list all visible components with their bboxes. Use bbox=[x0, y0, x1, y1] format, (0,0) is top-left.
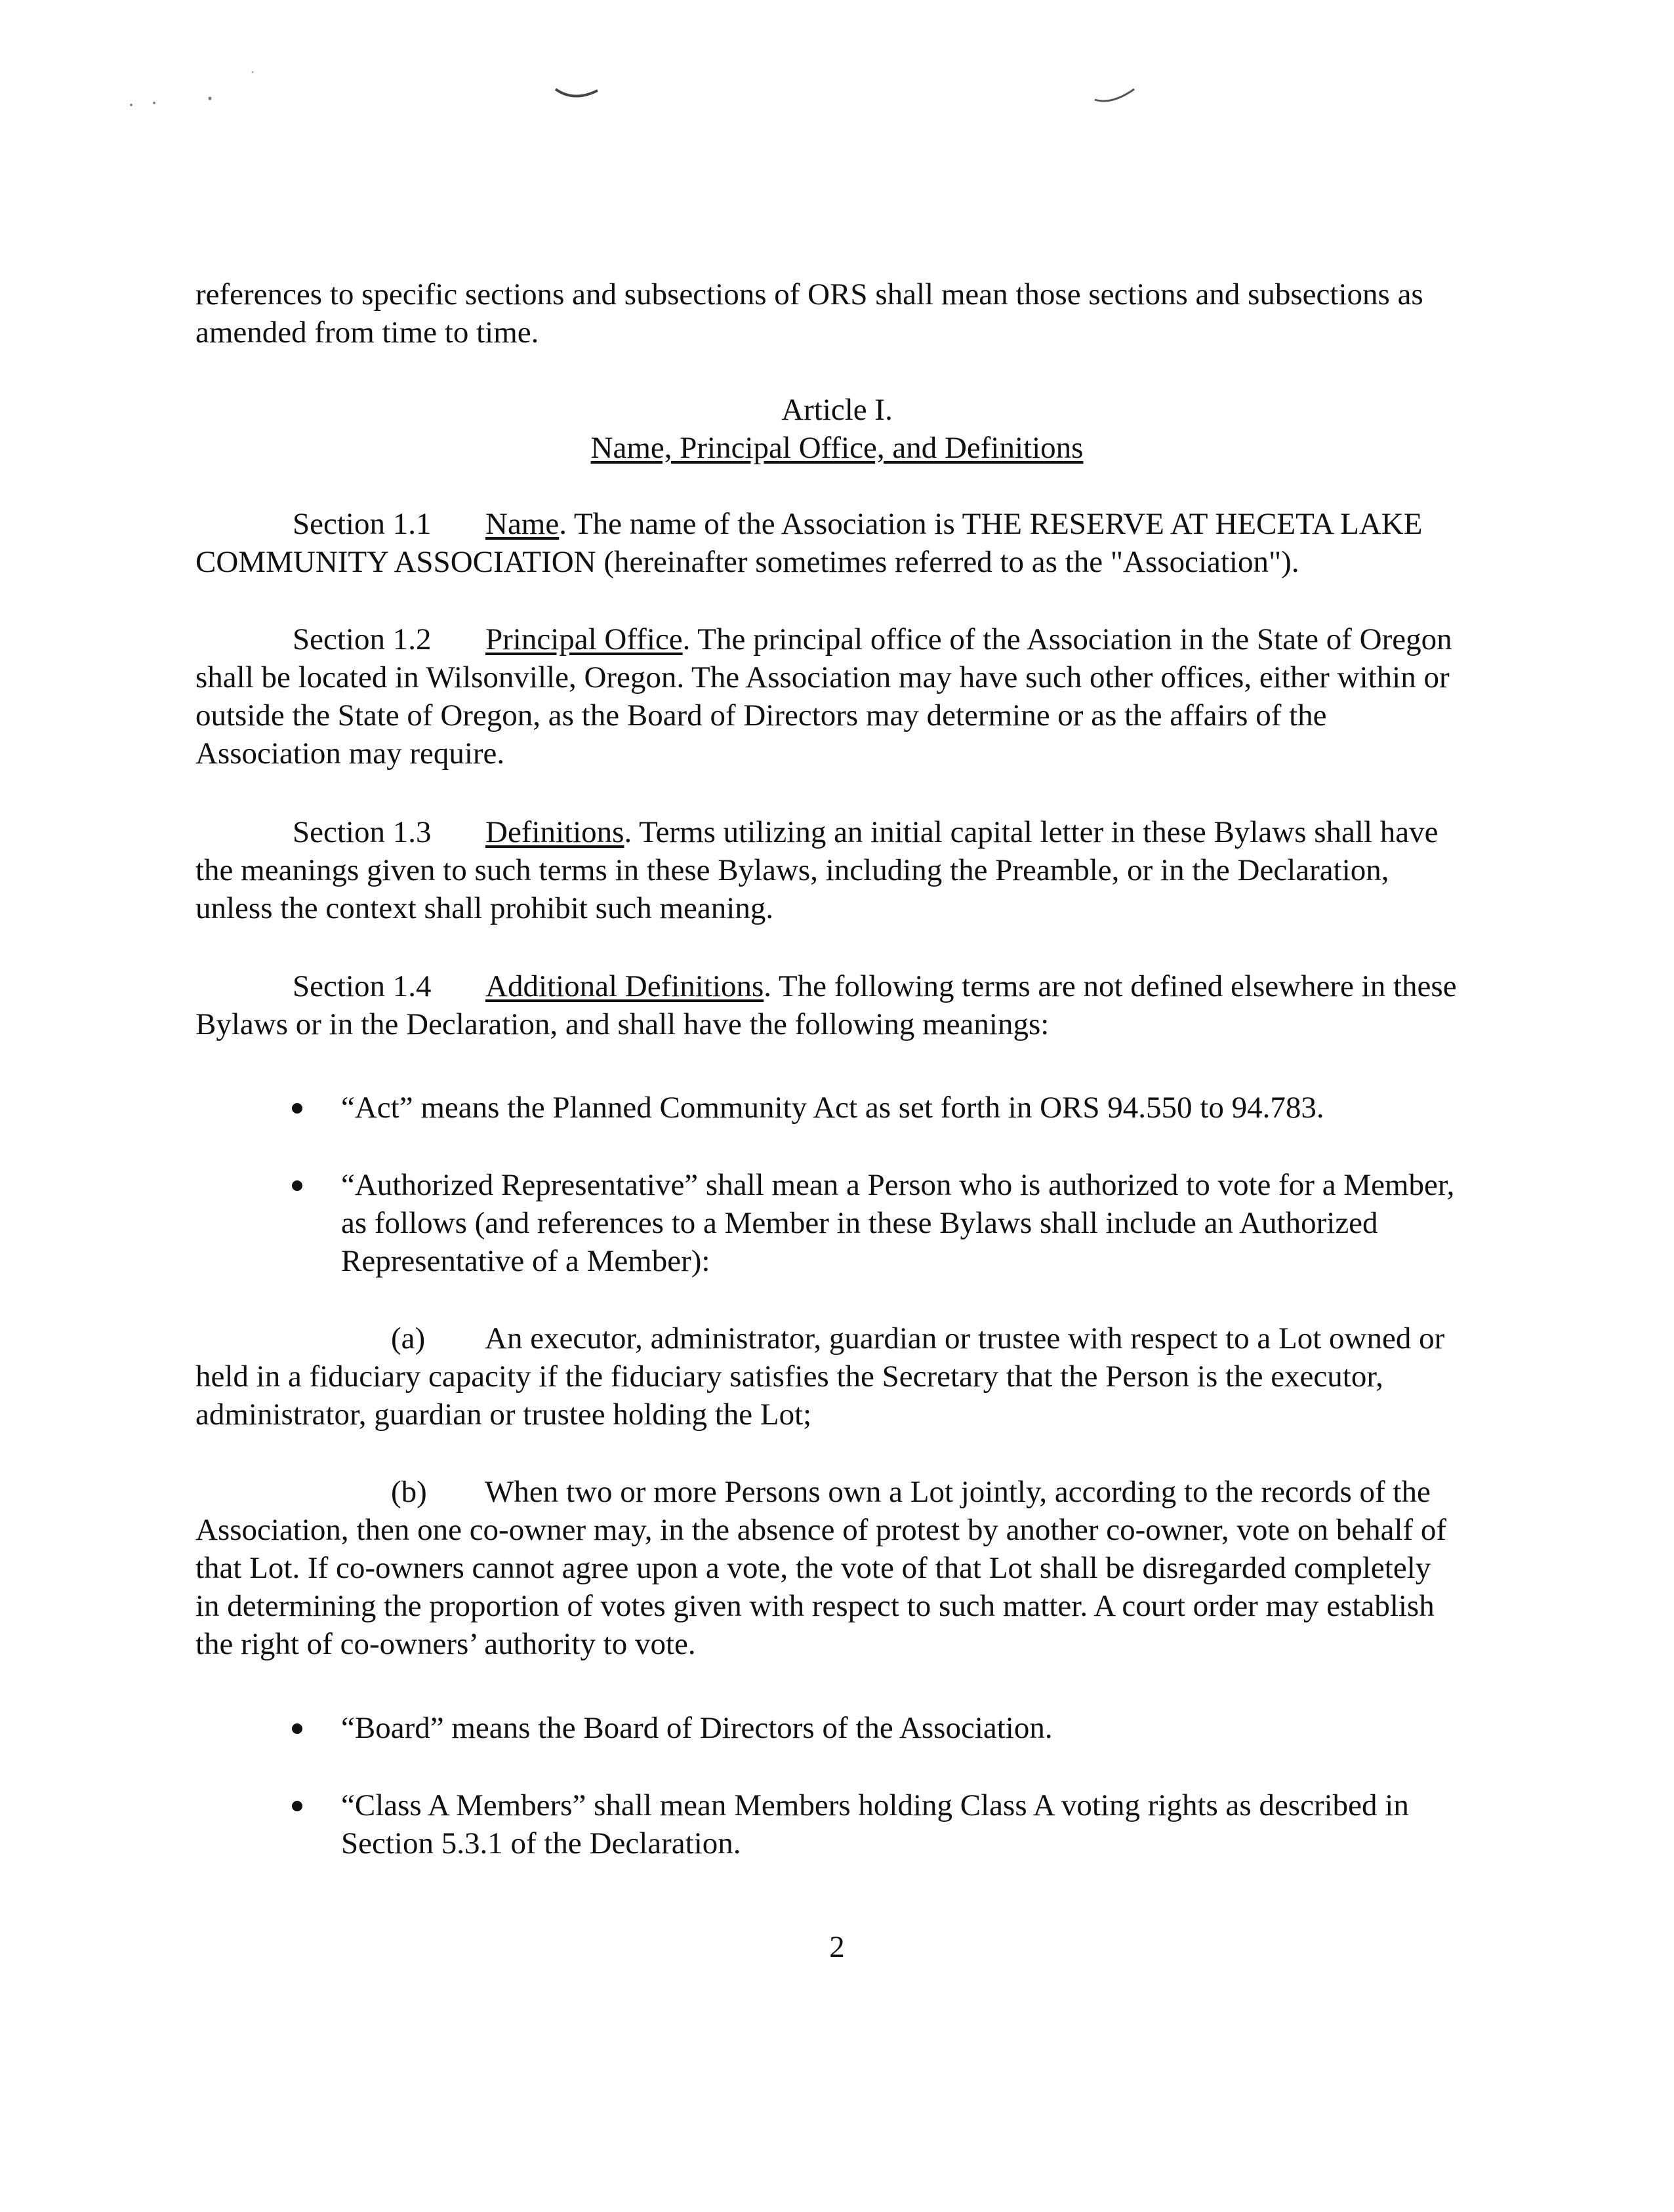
subitem-label: (a) bbox=[391, 1321, 426, 1356]
scan-artifact-center bbox=[554, 85, 600, 105]
bullet-icon bbox=[292, 1801, 302, 1811]
section-text: . The name of the Association is THE RESERVE AT HECETA LAKE COMMUNITY ASSOCIATION (hereinafter sometimes referred to as the "Association"). bbox=[195, 507, 1423, 579]
definition-board: “Board” means the Board of Directors of the Association. bbox=[341, 1711, 1053, 1745]
article-title-text: Name, Principal Office, and Definitions bbox=[590, 431, 1084, 465]
section-text: . The following terms are not defined elsewhere in these Bylaws or in the Declaration, and shall have the following meanings: bbox=[195, 969, 1457, 1041]
section-title: Principal Office bbox=[485, 622, 683, 656]
definition-class-a-members: “Class A Members” shall mean Members holding Class A voting rights as described in Section 5.3.1 of the Declaration. bbox=[341, 1788, 1409, 1860]
intro-paragraph: references to specific sections and subsections of ORS shall mean those sections and subsections as amended from time to time. bbox=[195, 277, 1423, 350]
section-text: . The principal office of the Association in the State of Oregon shall be located in Wilsonville, Oregon. The Association may have such other offices, either within or outside the State of Oregon, as the Board of Directors may determine or as the affairs of the Association may require. bbox=[195, 622, 1452, 771]
section-1-1 bbox=[195, 505, 1461, 581]
article-title bbox=[0, 429, 1674, 467]
bullet-icon bbox=[292, 1103, 302, 1114]
section-title: Name bbox=[485, 507, 560, 541]
section-1-4 bbox=[195, 967, 1461, 1043]
section-text: . Terms utilizing an initial capital letter in these Bylaws shall have the meanings given to such terms in these Bylaws, including the Preamble, or in the Declaration, unless the context shall prohibit such meaning. bbox=[195, 815, 1439, 925]
definition-authorized-representative: “Authorized Representative” shall mean a Person who is authorized to vote for a Member, as follows (and references to a Member in these Bylaws shall include an Authorized Representative of a Member): bbox=[341, 1168, 1455, 1278]
section-label: Section 1.2 bbox=[293, 622, 432, 656]
subitem-a bbox=[195, 1319, 1461, 1434]
subitem-text: When two or more Persons own a Lot jointly, according to the records of the Association, then one co-owner may, in the absence of protest by another co-owner, vote on behalf of that Lot. If co-owners cannot agree upon a vote, the vote of that Lot shall be disregarded completely in determining the proportion of votes given with respect to such matter. A court order may establish the right of co-owners’ authority to vote. bbox=[195, 1475, 1447, 1661]
definition-act: “Act” means the Planned Community Act as set forth in ORS 94.550 to 94.783. bbox=[341, 1091, 1324, 1125]
section-title: Definitions bbox=[485, 815, 624, 849]
subitem-label: (b) bbox=[391, 1475, 427, 1509]
page-number: 2 bbox=[829, 1930, 845, 1964]
subitem-b bbox=[195, 1473, 1461, 1663]
section-label: Section 1.3 bbox=[293, 815, 432, 849]
bullet-icon bbox=[292, 1180, 302, 1191]
subitem-text: An executor, administrator, guardian or trustee with respect to a Lot owned or held in a fiduciary capacity if the fiduciary satisfies the Secretary that the Person is the executor, administrator, guardian or trustee holding the Lot; bbox=[195, 1321, 1445, 1432]
section-1-2 bbox=[195, 620, 1461, 773]
article-number: Article I. bbox=[781, 393, 893, 427]
section-title: Additional Definitions bbox=[485, 969, 764, 1003]
scan-artifact-right bbox=[1092, 85, 1138, 109]
scan-artifact-left bbox=[125, 62, 269, 115]
section-label: Section 1.1 bbox=[293, 507, 432, 541]
section-label: Section 1.4 bbox=[293, 969, 432, 1003]
section-1-3 bbox=[195, 813, 1461, 927]
bullet-icon bbox=[292, 1723, 302, 1734]
